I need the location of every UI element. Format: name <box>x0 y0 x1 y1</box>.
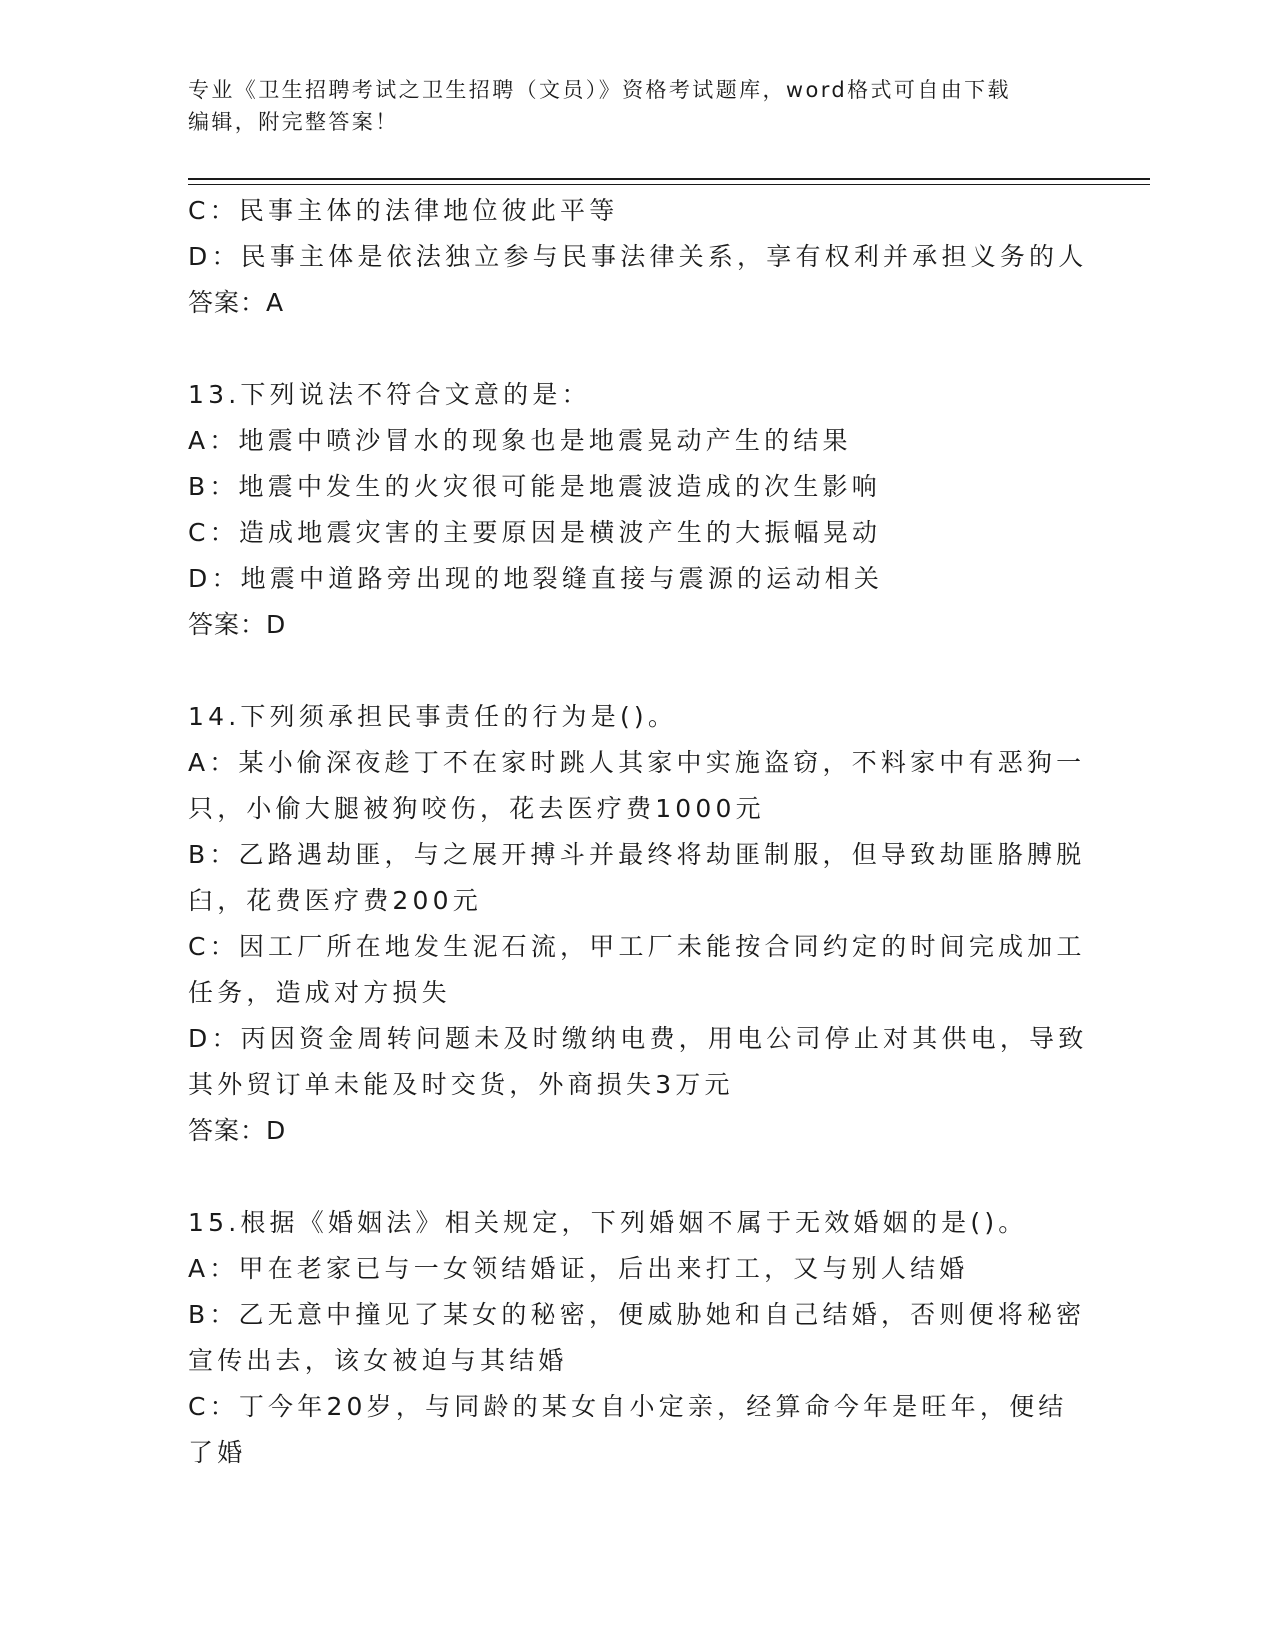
q12-answer: 答案：A <box>188 288 285 317</box>
q15-stem: 15.根据《婚姻法》相关规定，下列婚姻不属于无效婚姻的是()。 <box>188 1208 1028 1237</box>
q14-option-b-line-2: 臼，花费医疗费200元 <box>188 886 482 915</box>
q13-option-c: C：造成地震灾害的主要原因是横波产生的大振幅晃动 <box>188 518 882 547</box>
q15-option-c-line-1: C：丁今年20岁，与同龄的某女自小定亲，经算命今年是旺年，便结 <box>188 1392 1068 1421</box>
q14-stem: 14.下列须承担民事责任的行为是()。 <box>188 702 678 731</box>
q12-option-c: C：民事主体的法律地位彼此平等 <box>188 196 619 225</box>
q14-option-a-line-1: A：某小偷深夜趁丁不在家时跳人其家中实施盗窃，不料家中有恶狗一 <box>188 748 1086 777</box>
header-line-1: 专业《卫生招聘考试之卫生招聘（文员）》资格考试题库，word格式可自由下载 <box>188 78 1011 102</box>
q13-option-a: A：地震中喷沙冒水的现象也是地震晃动产生的结果 <box>188 426 852 455</box>
header-line-2: 编辑，附完整答案！ <box>188 110 399 134</box>
q13-stem: 13.下列说法不符合文意的是： <box>188 380 591 409</box>
q14-option-c-line-1: C：因工厂所在地发生泥石流，甲工厂未能按合同约定的时间完成加工 <box>188 932 1086 961</box>
q15-option-a: A：甲在老家已与一女领结婚证，后出来打工，又与别人结婚 <box>188 1254 969 1283</box>
q13-option-b: B：地震中发生的火灾很可能是地震波造成的次生影响 <box>188 472 881 501</box>
q15-option-b-line-2: 宣传出去，该女被迫与其结婚 <box>188 1346 568 1375</box>
q14-option-a-line-2: 只，小偷大腿被狗咬伤，花去医疗费1000元 <box>188 794 765 823</box>
q14-option-c-line-2: 任务，造成对方损失 <box>188 978 451 1007</box>
q12-option-d: D：民事主体是依法独立参与民事法律关系，享有权利并承担义务的人 <box>188 242 1088 271</box>
q14-option-b-line-1: B：乙路遇劫匪，与之展开搏斗并最终将劫匪制服，但导致劫匪胳膊脱 <box>188 840 1086 869</box>
q14-answer: 答案：D <box>188 1116 287 1145</box>
q13-answer: 答案：D <box>188 610 287 639</box>
document-header <box>188 74 1088 138</box>
q13-option-d: D：地震中道路旁出现的地裂缝直接与震源的运动相关 <box>188 564 884 593</box>
question-list <box>188 188 1088 1476</box>
q15-option-c-line-2: 了婚 <box>188 1438 247 1467</box>
q15-option-b-line-1: B：乙无意中撞见了某女的秘密，便威胁她和自己结婚，否则便将秘密 <box>188 1300 1086 1329</box>
q14-option-d-line-1: D：丙因资金周转问题未及时缴纳电费，用电公司停止对其供电，导致 <box>188 1024 1088 1053</box>
header-divider-thin <box>188 184 1150 185</box>
q14-option-d-line-2: 其外贸订单未能及时交货，外商损失3万元 <box>188 1070 734 1099</box>
header-divider-thick <box>188 178 1150 180</box>
